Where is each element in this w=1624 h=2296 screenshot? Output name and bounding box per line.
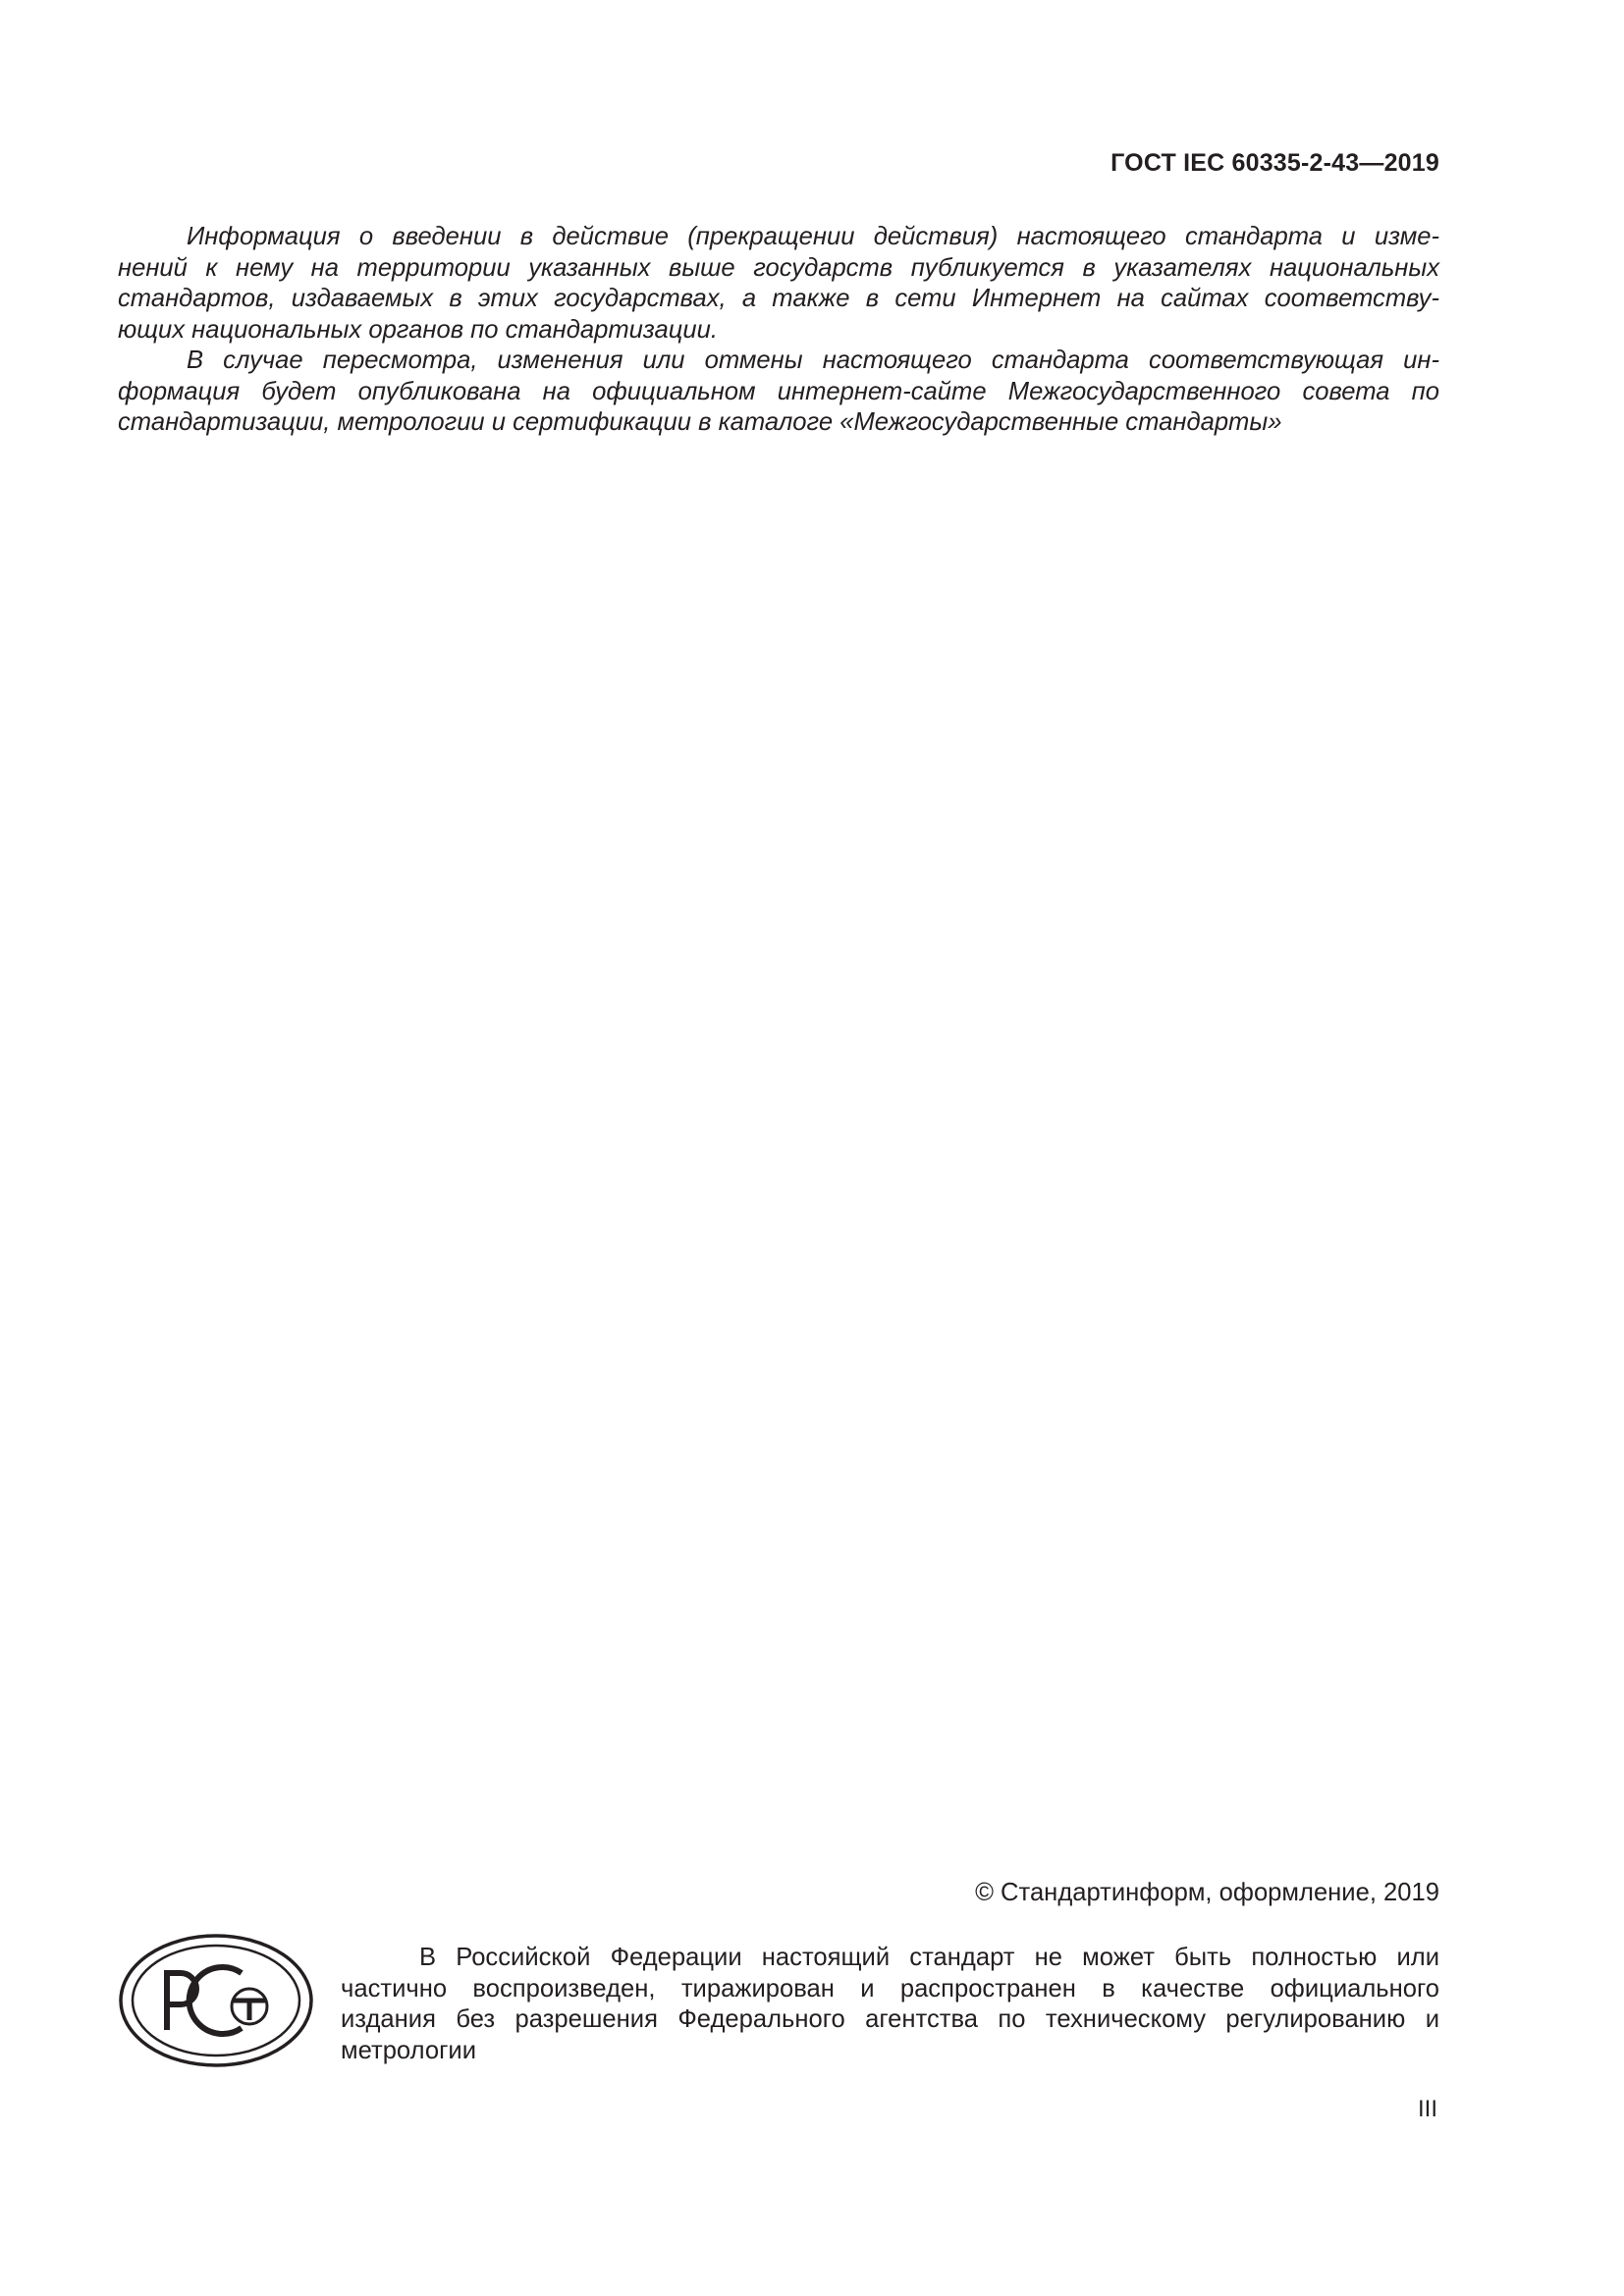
info-line: формация будет опубликована на официальном интернет-сайте Межгосударственного совета по (118, 377, 1439, 405)
info-line: нений к нему на территории указанных выше государств публикуется в указателях национальных (118, 253, 1439, 282)
info-line: Информация о введении в действие (прекращении действия) настоящего стандарта и изме- (187, 223, 1439, 250)
info-line: стандартов, издаваемых в этих государствах, а также в сети Интернет на сайтах соответству- (118, 285, 1439, 312)
rst-certification-logo-icon (118, 1932, 314, 2069)
page-number: III (1417, 2096, 1437, 2122)
notice-line: метрологии (341, 2036, 476, 2064)
info-line: ющих национальных органов по стандартизации. (118, 315, 718, 344)
document-code: ГОСТ IEC 60335-2-43—2019 (1110, 149, 1439, 177)
info-line: стандартизации, метрологии и сертификации в каталоге «Межгосударственные стандарты» (118, 408, 1282, 436)
copyright-line: © Стандартинформ, оформление, 2019 (975, 1879, 1439, 1906)
notice-line: В Российской Федерации настоящий стандарт не может быть полностью или (419, 1944, 1439, 1971)
info-line: В случае пересмотра, изменения или отмены настоящего стандарта соответствующая ин- (187, 347, 1439, 374)
notice-line: издания без разрешения Федерального агентства по техническому регулированию и (341, 2005, 1439, 2033)
info-block (118, 222, 1439, 439)
copyright-notice (341, 1943, 1439, 2066)
notice-line: частично воспроизведен, тиражирован и распространен в качестве официального (341, 1974, 1439, 2002)
